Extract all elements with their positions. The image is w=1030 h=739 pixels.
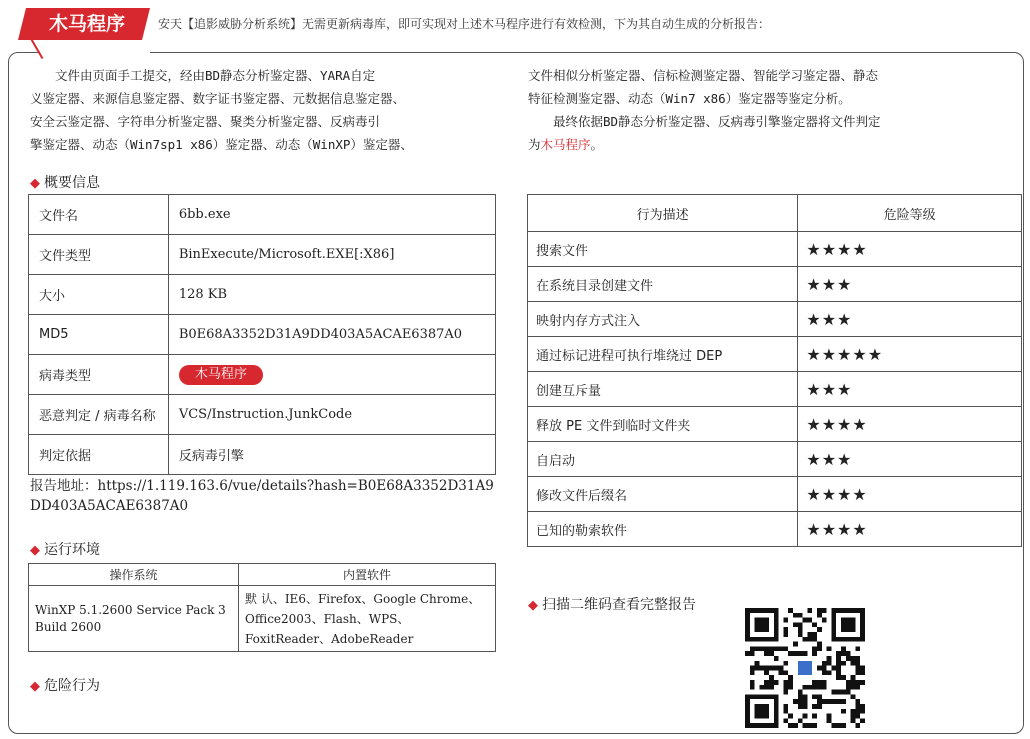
report-label: 报告地址： [30, 478, 98, 494]
report-url[interactable]: https://1.119.163.6/vue/details?hash=B0E68A3352D31A9DD403A5ACAE6387A0 [30, 478, 494, 514]
behavior-row [528, 372, 1022, 407]
diamond-icon: ◆ [30, 176, 40, 191]
para-line: 义鉴定器、来源信息鉴定器、数字证书鉴定器、元数据信息鉴定器、 [30, 91, 406, 106]
verdict-text: 木马程序 [540, 137, 591, 152]
behavior-level: ★★★★ [798, 512, 1022, 547]
overview-value: B0E68A3352D31A9DD403A5ACAE6387A0 [168, 315, 495, 355]
overview-heading [30, 173, 100, 194]
report-address [30, 476, 500, 516]
overview-value: 反病毒引擎 [168, 435, 495, 475]
behavior-row [528, 477, 1022, 512]
behavior-desc: 释放 PE 文件到临时文件夹 [528, 407, 798, 442]
intro-text: 安天【追影威胁分析系统】无需更新病毒库，即可实现对上述木马程序进行有效检测，下为其自动生成的分析报告： [158, 17, 771, 31]
behavior-table [527, 194, 1022, 547]
behavior-row [528, 302, 1022, 337]
para-line: 特征检测鉴定器、动态（Win7 x86）鉴定器等鉴定分析。 [528, 91, 851, 106]
virus-type-badge: 木马程序 [179, 365, 263, 385]
overview-row [29, 275, 496, 315]
overview-row [29, 435, 496, 475]
para-line: 擎鉴定器、动态（Win7sp1 x86）鉴定器、动态（WinXP）鉴定器、 [30, 137, 413, 152]
para-line: 文件相似分析鉴定器、信标检测鉴定器、智能学习鉴定器、静态 [528, 68, 879, 83]
verdict-prefix: 为 [528, 137, 541, 152]
qr-code-icon[interactable] [745, 608, 865, 728]
behavior-desc: 在系统目录创建文件 [528, 267, 798, 302]
overview-key: 恶意判定 / 病毒名称 [29, 395, 169, 435]
overview-key: MD5 [29, 315, 169, 355]
diamond-icon: ◆ [528, 598, 538, 613]
overview-row [29, 315, 496, 355]
behavior-col-level: 危险等级 [798, 195, 1022, 232]
qr-title: 扫描二维码查看完整报告 [542, 597, 696, 613]
qr-heading [528, 595, 696, 616]
behavior-desc: 映射内存方式注入 [528, 302, 798, 337]
overview-key: 判定依据 [29, 435, 169, 475]
overview-value: BinExecute/Microsoft.EXE[:X86] [168, 235, 495, 275]
overview-key: 大小 [29, 275, 169, 315]
behavior-level: ★★★★ [798, 232, 1022, 267]
overview-value: VCS/Instruction.JunkCode [168, 395, 495, 435]
behavior-level: ★★★★ [798, 477, 1022, 512]
behavior-row [528, 337, 1022, 372]
behavior-desc: 通过标记进程可执行堆绕过 DEP [528, 337, 798, 372]
summary-left [30, 64, 505, 156]
overview-key: 文件类型 [29, 235, 169, 275]
diamond-icon: ◆ [30, 543, 40, 558]
behavior-level: ★★★ [798, 302, 1022, 337]
behavior-level: ★★★ [798, 267, 1022, 302]
overview-row [29, 235, 496, 275]
behavior-level: ★★★ [798, 372, 1022, 407]
env-os: WinXP 5.1.2600 Service Pack 3 Build 2600 [29, 586, 239, 652]
env-software: 默 认、IE6、Firefox、Google Chrome、Office2003、Flash、WPS、FoxitReader、AdobeReader [239, 586, 496, 652]
para-line: 最终依据BD静态分析鉴定器、反病毒引擎鉴定器将文件判定 [553, 114, 881, 129]
env-heading [30, 540, 100, 561]
behavior-level: ★★★ [798, 442, 1022, 477]
behavior-desc: 修改文件后缀名 [528, 477, 798, 512]
overview-value: 128 KB [168, 275, 495, 315]
danger-title: 危险行为 [44, 678, 100, 694]
behavior-desc: 已知的勒索软件 [528, 512, 798, 547]
para-line: 文件由页面手工提交，经由BD静态分析鉴定器、YARA自定 [55, 68, 376, 83]
behavior-row [528, 512, 1022, 547]
overview-row [29, 195, 496, 235]
behavior-row [528, 442, 1022, 477]
behavior-row [528, 232, 1022, 267]
env-title: 运行环境 [44, 542, 100, 558]
overview-title: 概要信息 [44, 175, 100, 191]
behavior-level: ★★★★★ [798, 337, 1022, 372]
overview-value [168, 355, 495, 395]
overview-key: 病毒类型 [29, 355, 169, 395]
behavior-desc: 创建互斥量 [528, 372, 798, 407]
para-line [528, 133, 1003, 156]
overview-table [28, 194, 496, 475]
behavior-level: ★★★★ [798, 407, 1022, 442]
env-col-os: 操作系统 [29, 564, 239, 586]
title-badge: 木马程序 [48, 13, 125, 35]
env-col-software: 内置软件 [239, 564, 496, 586]
diamond-icon: ◆ [30, 679, 40, 694]
summary-right [528, 64, 1003, 156]
behavior-row [528, 267, 1022, 302]
env-table [28, 563, 496, 652]
behavior-desc: 自启动 [528, 442, 798, 477]
overview-row [29, 355, 496, 395]
behavior-desc: 搜索文件 [528, 232, 798, 267]
behavior-row [528, 407, 1022, 442]
overview-key: 文件名 [29, 195, 169, 235]
para-line: 安全云鉴定器、字符串分析鉴定器、聚类分析鉴定器、反病毒引 [30, 114, 381, 129]
behavior-col-desc: 行为描述 [528, 195, 798, 232]
overview-row [29, 395, 496, 435]
verdict-suffix: 。 [590, 137, 604, 152]
frame-gap [40, 46, 150, 58]
danger-heading [30, 676, 100, 697]
overview-value: 6bb.exe [168, 195, 495, 235]
